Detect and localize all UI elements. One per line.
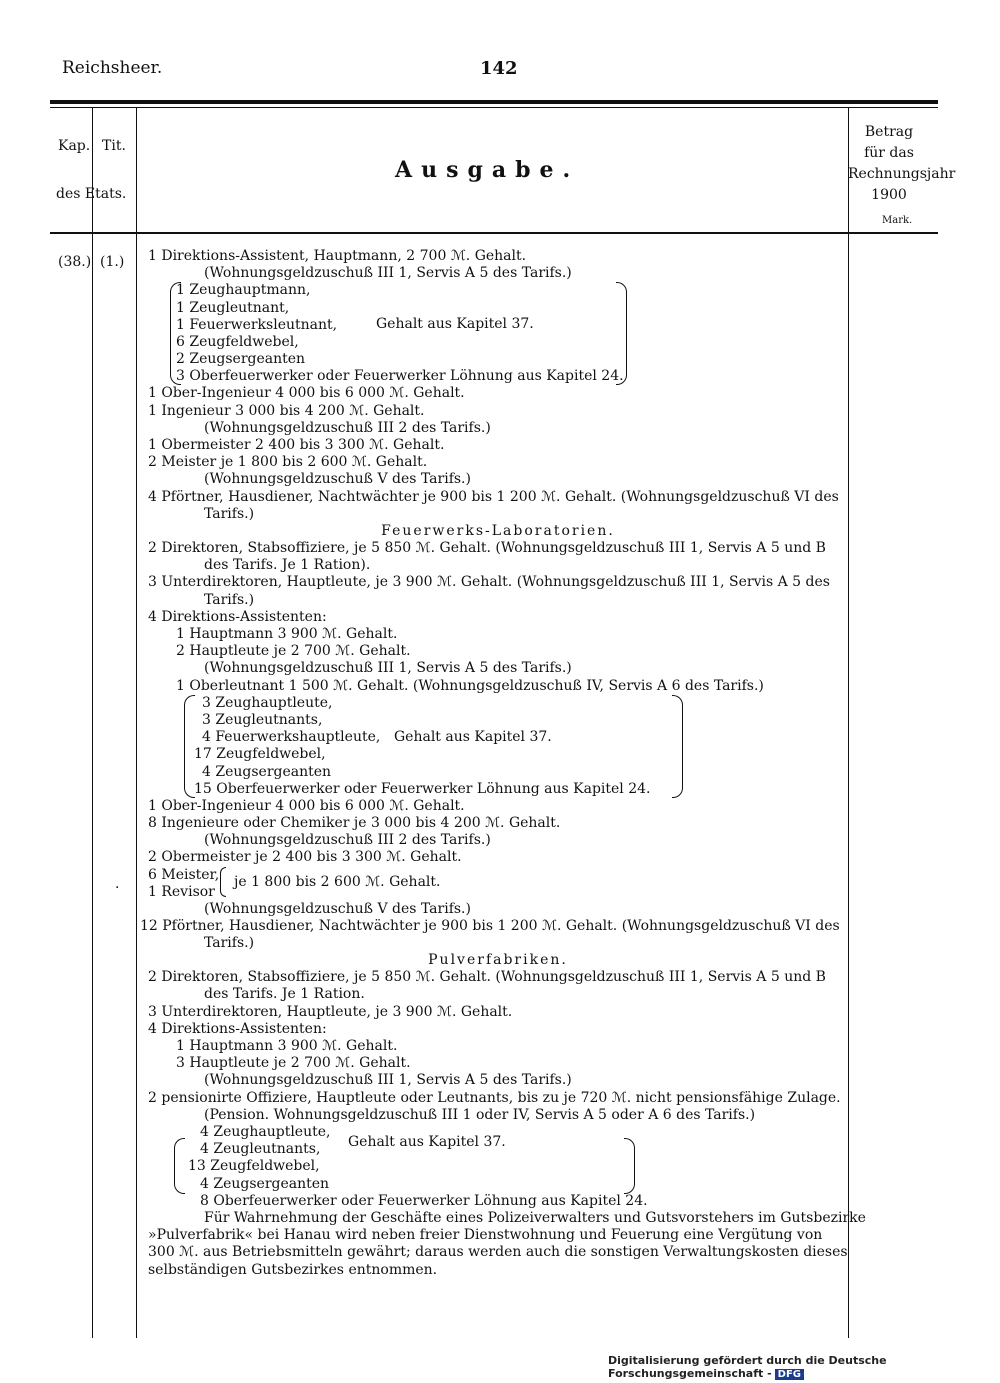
text-line: Tarifs.) (204, 591, 255, 608)
text-line: 2 Hauptleute je 2 700 ℳ. Gehalt. (176, 643, 411, 660)
section-heading: Pulverfabriken. (428, 952, 568, 969)
group-line: 4 Zeugleutnants, (200, 1141, 321, 1158)
column-divider-tit-text (136, 108, 137, 1338)
expense-text (140, 248, 866, 1279)
group-line: 17 Zeugfeldwebel, (194, 746, 326, 763)
group-note: Gehalt aus Kapitel 37. (348, 1133, 506, 1150)
top-rule-thick (50, 100, 938, 104)
group-line: 15 Oberfeuerwerker oder Feuerwerker Löhnung aus Kapitel 24. (194, 780, 651, 797)
text-line: (Pension. Wohnungsgeldzuschuß III 1 oder IV, Servis A 5 oder A 6 des Tarifs.) (204, 1106, 756, 1123)
running-head: Reichsheer. (62, 58, 163, 78)
text-line: 2 Direktoren, Stabsoffiziere, je 5 850 ℳ. Gehalt. (Wohnungsgeldzuschuß III 1, Servis A 5 und B (148, 969, 826, 986)
text-line: 1 Oberleutnant 1 500 ℳ. Gehalt. (Wohnungsgeldzuschuß IV, Servis A 6 des Tarifs.) (176, 677, 764, 694)
header-separator-rule (50, 232, 938, 234)
text-line: 3 Hauptleute je 2 700 ℳ. Gehalt. (176, 1055, 411, 1072)
column-head-des-etats: des Etats. (56, 186, 127, 202)
column-divider-kap-tit (92, 108, 93, 1338)
text-line: (Wohnungsgeldzuschuß III 1, Servis A 5 des Tarifs.) (204, 660, 572, 677)
text-line: 12 Pförtner, Hausdiener, Nachtwächter je 900 bis 1 200 ℳ. Gehalt. (Wohnungsgeldzuschuß VI des (140, 917, 840, 934)
text-line: (Wohnungsgeldzuschuß III 2 des Tarifs.) (204, 832, 491, 849)
text-line: 4 Pförtner, Hausdiener, Nachtwächter je 900 bis 1 200 ℳ. Gehalt. (Wohnungsgeldzuschuß VI des (148, 488, 839, 505)
group-line: 4 Zeughauptleute, (200, 1123, 331, 1140)
group-line: 3 Zeugleutnants, (202, 711, 323, 728)
text-line: 8 Ingenieure oder Chemiker je 3 000 bis 4 200 ℳ. Gehalt. (148, 814, 561, 831)
group-line: 6 Meister, (148, 866, 220, 883)
group-note: Gehalt aus Kapitel 37. (376, 316, 534, 333)
brace-group (188, 1124, 848, 1210)
margin-dot: · (115, 880, 120, 896)
text-line: 2 Obermeister je 2 400 bis 3 300 ℳ. Gehalt. (148, 849, 462, 866)
brace-group (194, 695, 848, 798)
credit-text: Digitalisierung gefördert durch die Deutsche Forschungsgemeinschaft - (608, 1354, 887, 1380)
group-line: 1 Revisor (148, 883, 215, 900)
unit-label: Mark. (882, 215, 913, 226)
text-line: 2 pensionirte Offiziere, Hauptleute oder Leutnants, bis zu je 720 ℳ. nicht pensionsfähige Zulage. (148, 1089, 841, 1106)
column-head-tit: Tit. (102, 138, 126, 154)
column-head-kap: Kap. (58, 138, 91, 154)
text-line: Tarifs.) (204, 934, 255, 951)
brace-group (176, 282, 848, 385)
group-line: 3 Oberfeuerwerker oder Feuerwerker Löhnung aus Kapitel 24. (176, 368, 624, 385)
dfg-logo: DFG (775, 1369, 804, 1380)
paragraph-line: »Pulverfabrik« bei Hanau wird neben freier Dienstwohnung und Feuerung eine Vergütung von (148, 1227, 823, 1244)
betrag-line: für das (864, 145, 914, 161)
paragraph-line: 300 ℳ. aus Betriebsmitteln gewährt; daraus werden auch die sonstigen Verwaltungskosten dieses (148, 1244, 848, 1261)
group-line: 3 Zeughauptleute, (202, 694, 333, 711)
group-line: 4 Feuerwerkshauptleute, (202, 729, 381, 746)
text-line: 4 Direktions-Assistenten: (148, 608, 327, 625)
group-line: 13 Zeugfeldwebel, (188, 1158, 320, 1175)
text-line: 1 Hauptmann 3 900 ℳ. Gehalt. (176, 1038, 398, 1054)
group-line: 4 Zeugsergeanten (202, 763, 332, 780)
group-note: Gehalt aus Kapitel 37. (394, 728, 552, 745)
text-line: 4 Direktions-Assistenten: (148, 1020, 327, 1037)
text-line: 1 Obermeister 2 400 bis 3 300 ℳ. Gehalt. (148, 436, 445, 453)
text-line: 1 Ingenieur 3 000 bis 4 200 ℳ. Gehalt. (148, 402, 425, 419)
text-line: 1 Hauptmann 3 900 ℳ. Gehalt. (176, 626, 398, 642)
text-line: (Wohnungsgeldzuschuß III 2 des Tarifs.) (204, 419, 491, 436)
text-line: 3 Unterdirektoren, Hauptleute, je 3 900 ℳ. Gehalt. (Wohnungsgeldzuschuß III 1, Servis A 5 des (148, 574, 830, 591)
text-line: (Wohnungsgeldzuschuß III 1, Servis A 5 des Tarifs.) (204, 265, 572, 282)
text-line: des Tarifs. Je 1 Ration). (204, 557, 371, 574)
top-rule-thin (50, 107, 938, 108)
group-line: 1 Zeughauptmann, (176, 282, 311, 299)
text-line: 3 Unterdirektoren, Hauptleute, je 3 900 ℳ. Gehalt. (148, 1003, 513, 1020)
betrag-line: 1900 (871, 187, 907, 203)
group-line: 2 Zeugsergeanten (176, 351, 306, 368)
table-title: Ausgabe. (395, 157, 580, 183)
brace-open (174, 1138, 185, 1194)
group-line: 1 Feuerwerksleutnant, (176, 316, 338, 333)
text-line: 1 Ober-Ingenieur 4 000 bis 6 000 ℳ. Gehalt. (148, 797, 465, 814)
text-line: 2 Meister je 1 800 bis 2 600 ℳ. Gehalt. (148, 454, 428, 471)
titel-number: (1.) (100, 254, 125, 270)
betrag-line: Rechnungsjahr (848, 166, 956, 182)
text-line: (Wohnungsgeldzuschuß III 1, Servis A 5 des Tarifs.) (204, 1072, 572, 1089)
text-line: Tarifs.) (204, 505, 255, 522)
betrag-line: Betrag (864, 124, 914, 140)
page-number: 142 (480, 58, 518, 79)
text-line: 1 Ober-Ingenieur 4 000 bis 6 000 ℳ. Gehalt. (148, 385, 465, 402)
digitization-credit (608, 1354, 1000, 1380)
column-divider-text-betrag (848, 108, 849, 1338)
text-line: (Wohnungsgeldzuschuß V des Tarifs.) (204, 900, 471, 917)
kapitel-number: (38.) (58, 254, 92, 270)
text-line: des Tarifs. Je 1 Ration. (204, 986, 365, 1003)
text-line: 2 Direktoren, Stabsoffiziere, je 5 850 ℳ. Gehalt. (Wohnungsgeldzuschuß III 1, Servis A 5 und B (148, 540, 826, 557)
group-line: 8 Oberfeuerwerker oder Feuerwerker Löhnung aus Kapitel 24. (200, 1192, 648, 1209)
text-line: (Wohnungsgeldzuschuß V des Tarifs.) (204, 471, 471, 488)
text-line: 1 Direktions-Assistent, Hauptmann, 2 700 ℳ. Gehalt. (148, 248, 527, 264)
group-line: 1 Zeugleutnant, (176, 299, 290, 316)
group-line: 4 Zeugsergeanten (200, 1175, 330, 1192)
group-note (220, 867, 440, 897)
brace-open (220, 867, 226, 897)
group-line: 6 Zeugfeldwebel, (176, 333, 299, 350)
group-note-text: je 1 800 bis 2 600 ℳ. Gehalt. (234, 873, 441, 890)
paragraph-line: selbständigen Gutsbezirkes entnommen. (148, 1261, 438, 1278)
column-head-betrag (848, 122, 956, 206)
paragraph-line: Für Wahrnehmung der Geschäfte eines Polizeiverwalters und Gutsvorstehers im Gutsbezirke (204, 1209, 866, 1226)
brace-pair (148, 867, 848, 901)
section-heading: Feuerwerks-Laboratorien. (381, 522, 615, 539)
